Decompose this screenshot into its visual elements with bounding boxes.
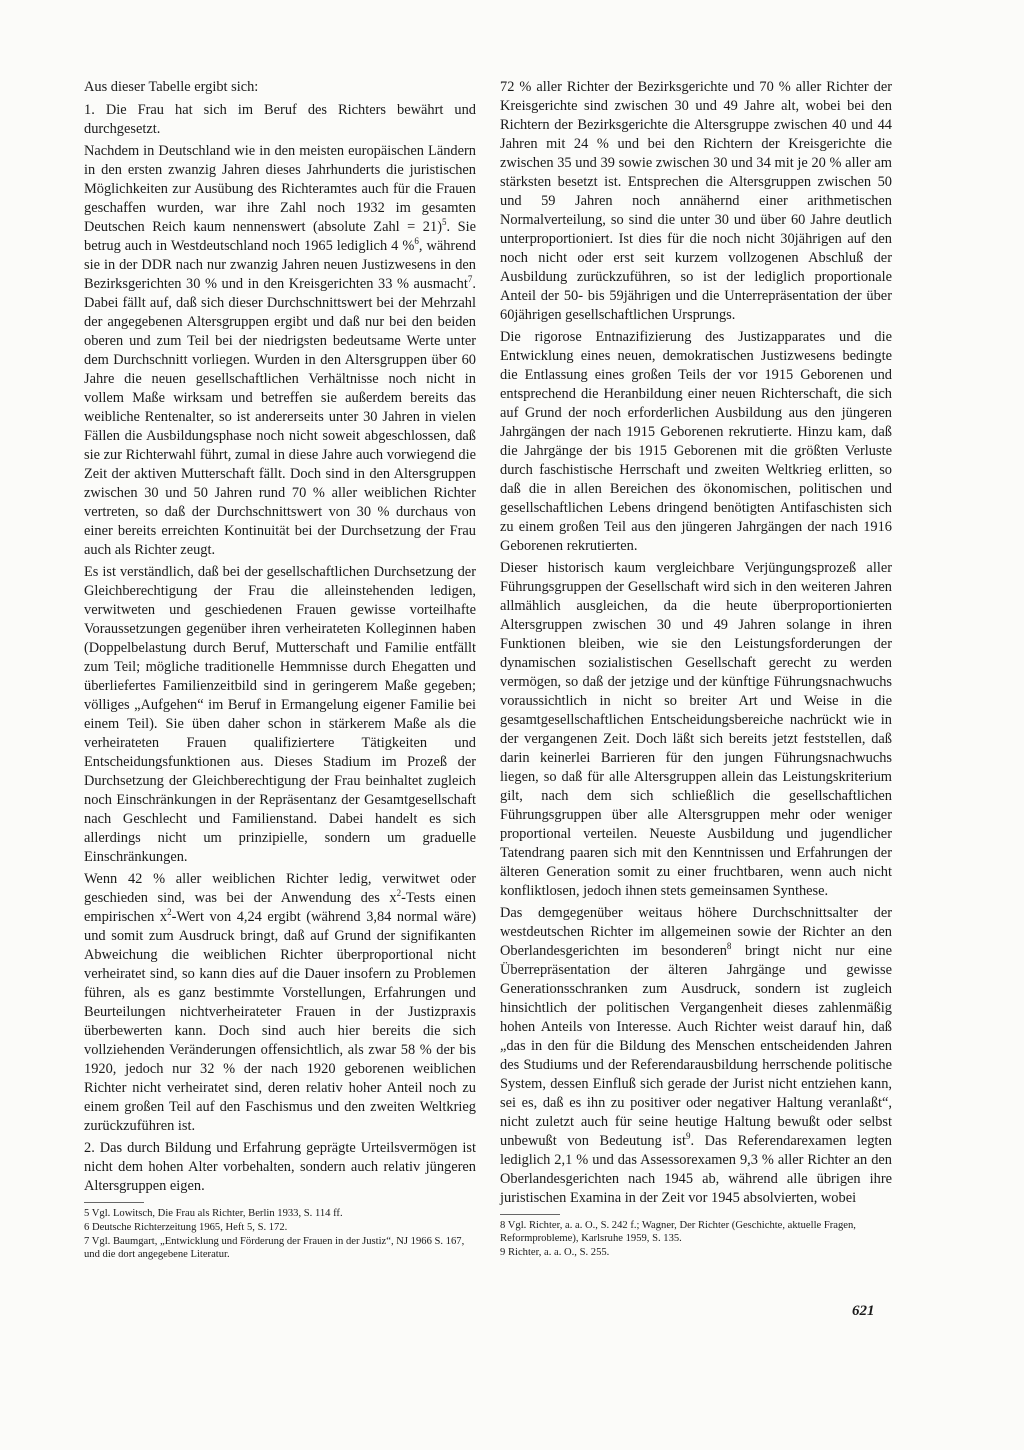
text-run: , während sie in der DDR nach nur zwanzig Jahren neuen Justizwesens in den Bezirksgerichten 30 % und in den Kreisgerichten 33 % ausmacht — [84, 238, 476, 292]
footnote: 7 Vgl. Baumgart, „Entwicklung und Förderung der Frauen in der Justiz“, NJ 1966 S. 167, und die dort angegebene Literatur. — [84, 1236, 465, 1260]
footnotes — [84, 1207, 476, 1261]
footnote-ref: 7 — [467, 274, 473, 285]
paragraph — [500, 904, 892, 1208]
paragraph: 1. Die Frau hat sich im Beruf des Richters bewährt und durchgesetzt. — [84, 102, 476, 137]
footnote-ref: 6 — [414, 236, 419, 247]
text-run: Wenn 42 % aller weiblichen Richter ledig, verwitwet oder geschieden sind, was bei der Anwendung des x — [84, 871, 476, 906]
paragraph: Die rigorose Entnazifizierung des Justizapparates und die Entwicklung eines neuen, demokratischen Justizwesens bedingte die Entlassung eines großen Teils der vor 1915 Geborenen und entsprechend die Heranbildung einer neuen Richterschaft, die sich auf Grund der noch erforderlichen Ausbildung aus den jüngeren Jahrgängen der nach 1915 Geborenen rekrutierte. Hinzu kam, daß die Jahrgänge der bis 1915 Geborenen mit die größten Verluste durch faschistische Herrschaft und zweiten Weltkrieg erlitten, so daß die in allen Bereichen des ökonomischen, politischen und gesellschaftlichen Lebens dringend benötigten Antifaschisten sich zu einem großen Teil aus den jüngeren Jahrgängen der nach 1916 Geborenen rekrutierten. — [500, 329, 892, 554]
paragraph: Es ist verständlich, daß bei der gesellschaftlichen Durchsetzung der Gleichberechtigung der Frau die alleinstehenden ledigen, verwitweten und geschiedenen Frauen gewisse vorteilhafte Voraussetzungen gegenüber ihren verheirateten Kolleginnen haben (Doppelbelastung durch Beruf, Mutterschaft und Familie entfällt zum Teil; mögliche traditionelle Hemmnisse durch Ehegatten und überliefertes Familienzeitbild sind in geringerem Maße gegeben; völliges „Aufgehen“ im Beruf in Ermangelung eigener Familie bei einem Teil). Sie üben daher schon in stärkerem Maße als die verheirateten Frauen qualifiziertere Tätigkeiten und Entscheidungsfunktionen aus. Dieses Stadium im Prozeß der Durchsetzung der Gleichberechtigung der Frau beinhaltet zugleich noch Einschränkungen in der Repräsentanz der Gesamtgesellschaft nach Geschlecht und Familienstand. Dabei handelt es sich allerdings nicht um prinzipielle, sondern um graduelle Einschränkungen. — [84, 564, 476, 865]
paragraph: Dieser historisch kaum vergleichbare Verjüngungsprozeß aller Führungsgruppen der Gesellschaft wird sich in den weiteren Jahren allmählich ausgleichen, da die heute überproportionierten Altersgruppen zwischen 30 und 49 Jahren solange in ihren Funktionen bleiben, wie sie den Leistungsforderungen der dynamischen sozialistischen Gesellschaft gerecht zu werden vermögen, so daß der jetzige und der künftige Führungsnachwuchs voraussichtlich in nicht so breiter Art und Weise in die gesamtgesellschaftlichen Entscheidungsbereiche nachrückt wie in der vergangenen Zeit. Doch läßt sich bereits jetzt feststellen, daß darin keinerlei Barrieren für den jungen Führungsnachwuchs liegen, so daß für alle Altersgruppen allein das Leistungskriterium gilt, nach dem sich schließlich die gesellschaftlichen Führungsgruppen über alle Altersgruppen mehr oder weniger proportional verteilen. Neueste Ausbildung und jugendlicher Tatendrang paaren sich mit den Kenntnissen und Erfahrungen der älteren Generation somit zu einer fruchtbaren, wenn auch nicht konfliktlosen, jedoch ihnen stets gemeinsamen Synthese. — [500, 560, 892, 899]
footnote: 9 Richter, a. a. O., S. 255. — [500, 1247, 610, 1258]
footnote: 6 Deutsche Richterzeitung 1965, Heft 5, S. 172. — [84, 1222, 288, 1233]
page-number: 621 — [852, 1303, 875, 1319]
footnote: 8 Vgl. Richter, a. a. O., S. 242 f.; Wagner, Der Richter (Geschichte, aktuelle Fragen, Reformprobleme), Karlsruhe 1959, S. 135. — [500, 1220, 856, 1244]
text-run: . Das Referendarexamen legten lediglich 2,1 % und das Assessorexamen 9,3 % aller Richter an den Oberlandesgerichten nach 1945 ab, während alle übrigen ihre juristischen Examina in der Zeit vor 1945 absolvierten, wobei — [500, 1133, 893, 1206]
text-run: . Dabei fällt auf, daß sich dieser Durchschnittswert bei der Mehrzahl der angegebenen Altersgruppen ergibt und daß nur bei den beiden oberen und zum Teil bei der niedrigsten bedeutsame Werte unter dem Durchschnitt vorliegen. Wurden in den Altersgruppen über 60 Jahre die neuen gesellschaftlichen Verhältnisse noch nicht in vollem Maße wirksam und betreffen sie außerdem bereits das weibliche Rentenalter, so ist andererseits unter 30 Jahren in vielen Fällen die Ausbildungsphase noch nicht soweit abgeschlossen, daß sie zur Richterwahl führt, zumal in diese Jahre auch vorwiegend die Zeit der aktiven Mutterschaft fällt. Doch sind in den Altersgruppen zwischen 30 und 50 Jahren rund 70 % aller weiblichen Richter vertreten, so daß der Durchschnittswert von 30 % durchaus von einer bereits erreichten Kontinuität bei der Durchsetzung der Frau auch als Richter zeugt. — [84, 276, 476, 558]
footnote-divider — [500, 1214, 560, 1215]
text-run: Das demgegenüber weitaus höhere Durchschnittsalter der westdeutschen Richter im allgemeinen sowie der Richter an den Oberlandesgerichten im besonderen — [500, 905, 892, 959]
left-column — [84, 78, 476, 1262]
footnote-ref: 5 — [442, 217, 447, 228]
footnote-ref: 8 — [726, 941, 732, 952]
text-run: -Wert von 4,24 ergibt (während 3,84 normal wäre) und somit zum Ausdruck bringt, daß auf Grund der signifikanten Abweichung die weiblichen Richter überproportional nicht verheiratet sind, so kann dies auf die Dauer insofern zu Problemen führen, als es ganz bestimmte Vorstellungen, Erfahrungen und Beurteilungen nichtverheirateter Frauen in der Justizpraxis überbewerten kann. Doch sind auch hier bereits die sich vollziehenden Veränderungen offensichtlich, als zwar 58 % der bis 1920, jedoch nur 32 % der nach 1920 geborenen weiblichen Richter nicht verheiratet sind, deren relativ hoher Anteil noch zu einem großen Teil auf den Faschismus und den zweiten Weltkrieg zurückzuführen ist. — [84, 909, 476, 1134]
text-run: bringt nicht nur eine Überrepräsentation der älteren Jahrgänge und gewisse Generationsschranken zum Ausdruck, sondern ist zugleich hinsichtlich der politischen Vergangenheit dieses zahlenmäßig hohen Anteils von Interesse. Auch Richter weist darauf hin, daß „das in den für die Bildung des Menschen entscheidenden Jahren des Studiums und der Referendarausbildung herrschende politische System, dessen Einfluß sich gerade der Jurist nicht entziehen kann, sei es, daß es ihn zu positiver oder negativer Haltung veranlaßt“, nicht zuletzt auch für seine heutige Haltung bewußt oder selbst unbewußt von Bedeutung ist — [500, 943, 892, 1149]
right-column — [500, 78, 892, 1260]
footnote: 5 Vgl. Lowitsch, Die Frau als Richter, Berlin 1933, S. 114 ff. — [84, 1208, 343, 1219]
footnote-ref: 9 — [686, 1131, 691, 1142]
paragraph: 72 % aller Richter der Bezirksgerichte und 70 % aller Richter der Kreisgerichte sind zwischen 30 und 49 Jahre alt, wobei bei den Richtern der Bezirksgerichte die Altersgruppe zwischen 40 und 44 Jahren mit 24 % und bei den Richtern der Kreisgerichte die zwischen 35 und 39 sowie zwischen 30 und 34 mit je 20 % aller am stärksten besetzt ist. Entsprechen die Altersgruppen zwischen 50 und 59 Jahren noch annähernd einer arithmetischen Normalverteilung, so sind die unter 30 und über 60 Jahre deutlich unterproportioniert. Ist dies für die noch nicht 30jährigen auf den noch nicht oder erst seit kurzem vollzogenen Abschluß der Ausbildung zurückzuführen, so ist der lediglich proportionale Anteil der 50- bis 59jährigen und die Unterrepräsentation der über 60jährigen gesellschaftlichen Ursprungs. — [500, 79, 892, 323]
superscript: 2 — [167, 907, 172, 918]
footnotes — [500, 1219, 892, 1259]
text-run: Nachdem in Deutschland wie in den meisten europäischen Ländern in den ersten zwanzig Jahren dieses Jahrhunderts die juristischen Möglichkeiten zur Ausübung des Richteramtes auch für die Frauen geschaffen wurden, war ihre Zahl noch 1932 im gesamten Deutschen Reich kaum nennenswert (absolute Zahl = 21) — [84, 143, 476, 235]
text-run: -Tests einen empirischen x — [84, 890, 476, 925]
paragraph: Aus dieser Tabelle ergibt sich: — [84, 79, 259, 95]
text-run: . Sie betrug auch in Westdeutschland noch 1965 lediglich 4 % — [84, 219, 476, 254]
paragraph — [84, 870, 476, 1136]
superscript: 2 — [396, 888, 402, 899]
paragraph: 2. Das durch Bildung und Erfahrung geprägte Urteilsvermögen ist nicht dem hohen Alter vorbehalten, sondern auch relativ jüngeren Altersgruppen eigen. — [84, 1140, 476, 1194]
footnote-divider — [84, 1202, 144, 1203]
paragraph — [84, 142, 476, 560]
